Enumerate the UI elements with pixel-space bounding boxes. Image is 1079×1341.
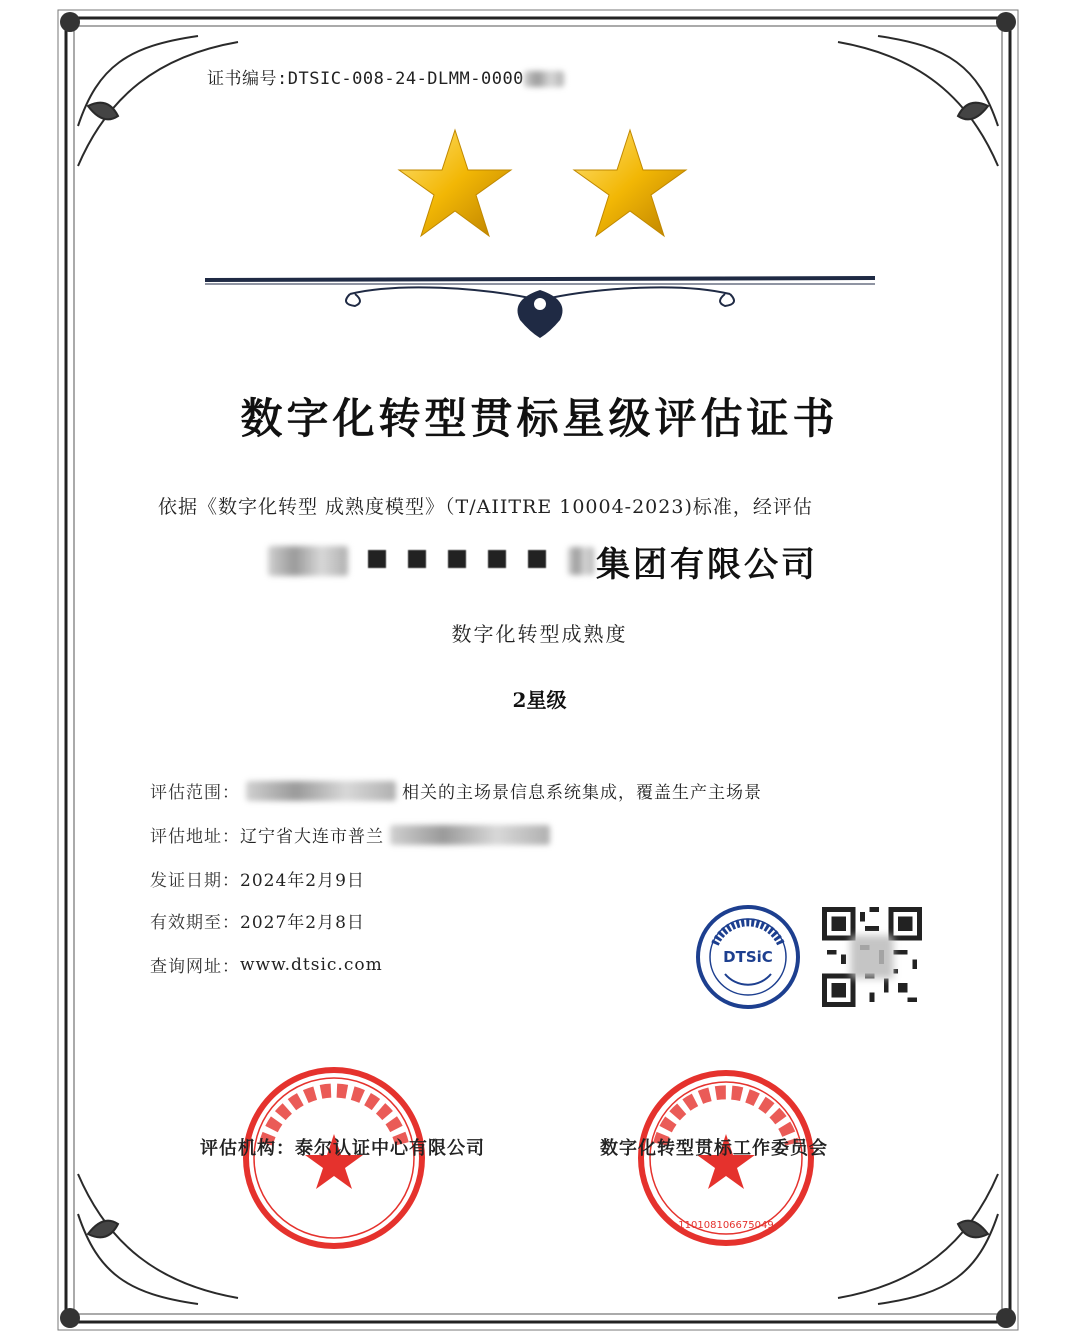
address-row <box>150 822 550 847</box>
scope-value: 相关的主场景信息系统集成，覆盖生产主场景 <box>402 783 762 803</box>
issue-date-value: 2024年2月9日 <box>240 871 365 891</box>
redacted-block <box>246 781 396 801</box>
address-label: 评估地址： <box>150 827 240 847</box>
valid-until-value: 2027年2月8日 <box>240 913 365 933</box>
maturity-label: 数字化转型成熟度 <box>451 622 628 646</box>
redacted-block <box>568 547 594 575</box>
ornamental-divider <box>200 268 880 338</box>
address-value: 辽宁省大连市普兰 <box>240 827 384 847</box>
logo-text: DTSiC <box>723 948 773 966</box>
redacted-block <box>524 71 564 87</box>
star-icon <box>574 130 686 236</box>
company-name: 集团有限公司 <box>596 544 818 585</box>
website-value: www.dtsic.com <box>240 954 383 975</box>
star-rating <box>395 128 695 250</box>
valid-until-row <box>150 908 365 933</box>
certificate-number-value: DTSIC-008-24-DLMM-0000 <box>287 69 524 89</box>
redacted-block <box>268 546 348 576</box>
scope-label: 评估范围： <box>150 783 240 803</box>
committee-name: 数字化转型贯标工作委员会 <box>600 1138 828 1159</box>
seal-number: 110108106675049 <box>678 1220 774 1231</box>
star-level: 2星级 <box>512 688 567 712</box>
certificate-number-label: 证书编号: <box>207 69 288 89</box>
issue-date-label: 发证日期： <box>150 871 240 891</box>
star-icon <box>399 130 511 236</box>
qr-code <box>822 907 922 1007</box>
standard-basis-text: 依据《数字化转型 成熟度模型》（T/AIITRE 10004-2023)标准，经评估 <box>158 496 813 518</box>
assessor-row <box>200 1134 485 1160</box>
valid-until-label: 有效期至： <box>150 913 240 933</box>
scope-row <box>150 778 762 803</box>
certificate-title: 数字化转型贯标星级评估证书 <box>240 394 839 443</box>
website-row <box>150 952 383 977</box>
company-name-row <box>268 538 818 584</box>
redacted-block <box>390 825 550 845</box>
certificate-number <box>207 64 564 89</box>
dtsic-logo <box>695 904 801 1010</box>
website-label: 查询网址： <box>150 957 240 977</box>
assessor-label: 评估机构： <box>200 1138 295 1159</box>
assessor-name: 泰尔认证中心有限公司 <box>295 1138 485 1159</box>
issue-date-row <box>150 866 365 891</box>
redacted-block <box>368 550 568 572</box>
